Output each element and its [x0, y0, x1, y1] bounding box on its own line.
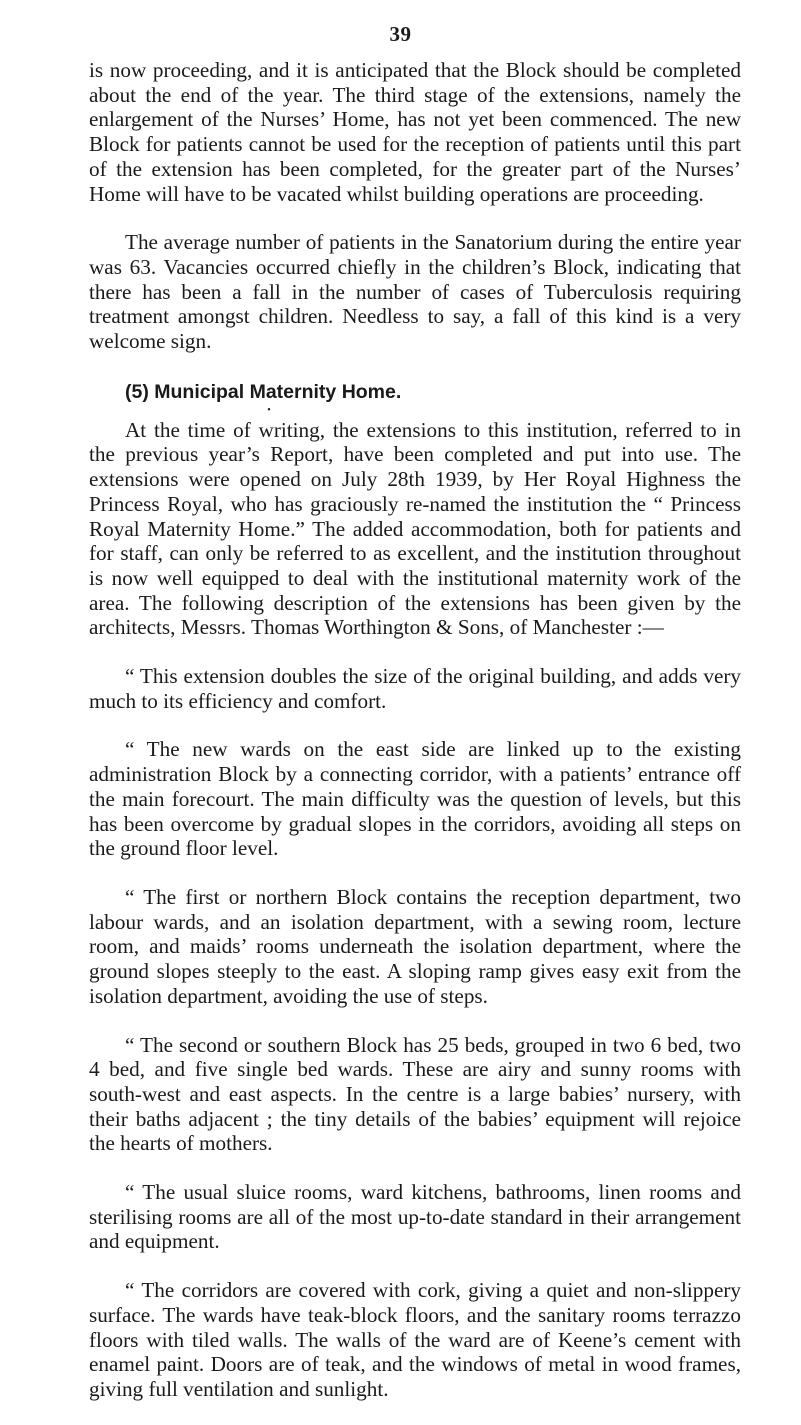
heading-ornament: •: [267, 404, 271, 416]
quote-sluice-rooms: “ The usual sluice rooms, ward kitchens, bathrooms, linen rooms and sterilising rooms are all of the most up-to-date standard in their arrangement and equipment.: [89, 1180, 741, 1254]
quote-northern-block: “ The first or northern Block contains the reception department, two labour wards, and an isolation department, with a sewing room, lecture room, and maids’ rooms underneath the isolation department, where the ground slopes steeply to the east. A sloping ramp gives easy exit from the isolation department, avoiding the use of steps.: [89, 884, 741, 1008]
paragraph-sanatorium-average: The average number of patients in the Sanatorium during the entire year was 63. Vacancies occurred chiefly in the children’s Block, indicating that there has been a fall in the number of cases of Tuberculosis requiring treatment amongst children. Needless to say, a fall of this kind is a very welcome sign.: [89, 230, 741, 354]
quote-southern-block: “ The second or southern Block has 25 beds, grouped in two 6 bed, two 4 bed, and five single bed wards. These are airy and sunny rooms with south-west and east aspects. In the centre is a large babies’ nursery, with their baths adjacent ; the tiny details of the babies’ equipment will rejoice the hearts of mothers.: [89, 1032, 741, 1156]
paragraph-extensions-opened: At the time of writing, the extensions to this institution, referred to in the previous year’s Report, have been completed and put into use. The extensions were opened on July 28th 1939, by Her Royal Highness the Princess Royal, who has graciously re-named the institution the “ Princess Royal Maternity Home.” The added accommodation, both for patients and for staff, can only be referred to as excellent, and the institution throughout is now well equipped to deal with the institutional maternity work of the area. The following description of the extensions has been given by the architects, Messrs. Thomas Worthington & Sons, of Manchester :—: [89, 417, 741, 640]
page-number: 39: [389, 22, 412, 46]
body-text: [89, 58, 741, 1402]
quote-new-wards: “ The new wards on the east side are linked up to the existing administration Block by a connecting corridor, with a patients’ entrance off the main forecourt. The main difficulty was the question of levels, but this has been overcome by gradual slopes in the corridors, avoiding all steps on the ground floor level.: [89, 737, 741, 861]
quote-extension-doubles: “ This extension doubles the size of the original building, and adds very much to its efficiency and comfort.: [89, 664, 741, 713]
paragraph-continuation: is now proceeding, and it is anticipated that the Block should be completed about the end of the year. The third stage of the extensions, namely the enlargement of the Nurses’ Home, has not yet been commenced. The new Block for patients cannot be used for the reception of patients until this part of the extension has been completed, for the greater part of the Nurses’ Home will have to be vacated whilst building operations are proceeding.: [89, 58, 741, 206]
section-heading-maternity-home: (5) Municipal Maternity Home.: [125, 380, 402, 403]
quote-corridors: “ The corridors are covered with cork, giving a quiet and non-slippery surface. The wards have teak-block floors, and the sanitary rooms terrazzo floors with tiled walls. The walls of the ward are of Keene’s cement with enamel paint. Doors are of teak, and the windows of metal in wood frames, giving full ventilation and sunlight.: [89, 1278, 741, 1401]
